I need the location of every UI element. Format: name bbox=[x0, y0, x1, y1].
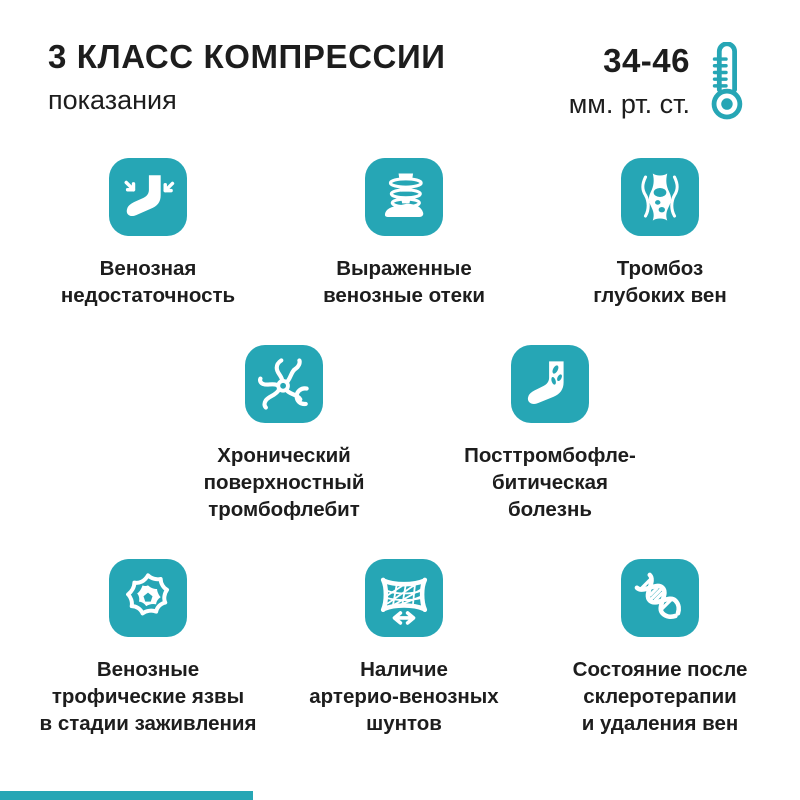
deep-vein-thrombosis-icon bbox=[621, 158, 699, 236]
indication-label bbox=[204, 442, 365, 523]
boot-lesions-icon bbox=[511, 345, 589, 423]
label-line: Состояние после bbox=[572, 658, 748, 682]
indication-card-thrombophlebitis bbox=[166, 345, 402, 523]
indication-label bbox=[573, 656, 748, 737]
indication-label bbox=[61, 255, 235, 309]
header bbox=[0, 0, 800, 124]
indication-label bbox=[40, 656, 257, 737]
page-title: 3 КЛАСС КОМПРЕССИИ bbox=[48, 38, 446, 75]
label-line: битическая bbox=[492, 471, 608, 495]
indications-row-1 bbox=[0, 158, 800, 309]
indication-label bbox=[464, 442, 636, 523]
label-line: Посттромбофле- bbox=[464, 444, 636, 468]
label-line: поверхностный bbox=[203, 471, 365, 495]
indication-card-deep-vein-thrombosis bbox=[542, 158, 778, 309]
indication-card-after-sclerotherapy bbox=[542, 559, 778, 737]
compression-sock-icon bbox=[109, 158, 187, 236]
label-line: Венозная bbox=[99, 257, 197, 280]
indication-card-av-shunts bbox=[286, 559, 522, 737]
page-subtitle: показания bbox=[48, 84, 177, 115]
label-line: в стадии заживления bbox=[39, 712, 257, 736]
label-line: тромбофлебит bbox=[208, 498, 360, 522]
av-shunt-mesh-icon bbox=[365, 559, 443, 637]
label-line: Наличие bbox=[360, 658, 448, 682]
label-line: Выраженные bbox=[336, 257, 472, 280]
indication-label bbox=[323, 255, 485, 309]
footer-accent-bar bbox=[0, 791, 253, 800]
indications-row-2 bbox=[0, 345, 800, 523]
indication-label bbox=[309, 656, 498, 737]
label-line: и удаления вен bbox=[581, 712, 739, 736]
dna-helix-icon bbox=[621, 559, 699, 637]
thermometer-icon bbox=[704, 42, 748, 124]
edema-leg-rings-icon bbox=[365, 158, 443, 236]
spider-veins-icon bbox=[245, 345, 323, 423]
label-line: склеротерапии bbox=[583, 685, 737, 709]
label-line: трофические язвы bbox=[51, 685, 245, 709]
label-line: шунтов bbox=[366, 712, 442, 736]
label-line: недостаточность bbox=[60, 284, 236, 308]
indication-card-venous-edema bbox=[286, 158, 522, 309]
label-line: болезнь bbox=[507, 498, 592, 522]
indication-card-venous-insufficiency bbox=[30, 158, 266, 309]
indications-row-3 bbox=[0, 559, 800, 737]
label-line: Венозные bbox=[96, 658, 200, 682]
label-line: Тромбоз bbox=[616, 257, 704, 280]
indication-card-trophic-ulcers bbox=[30, 559, 266, 737]
label-line: артерио-венозных bbox=[309, 685, 499, 709]
indication-label bbox=[593, 255, 726, 309]
label-line: венозные отеки bbox=[323, 284, 485, 308]
pressure-unit: мм. рт. ст. bbox=[568, 89, 690, 119]
indication-card-postthrombotic-disease bbox=[432, 345, 668, 523]
healing-ulcer-icon bbox=[109, 559, 187, 637]
label-line: глубоких вен bbox=[593, 284, 727, 308]
header-left bbox=[48, 38, 446, 116]
pressure-text bbox=[569, 42, 690, 120]
pressure-block bbox=[569, 38, 748, 124]
label-line: Хронический bbox=[217, 444, 351, 468]
pressure-value: 34-46 bbox=[603, 42, 690, 79]
